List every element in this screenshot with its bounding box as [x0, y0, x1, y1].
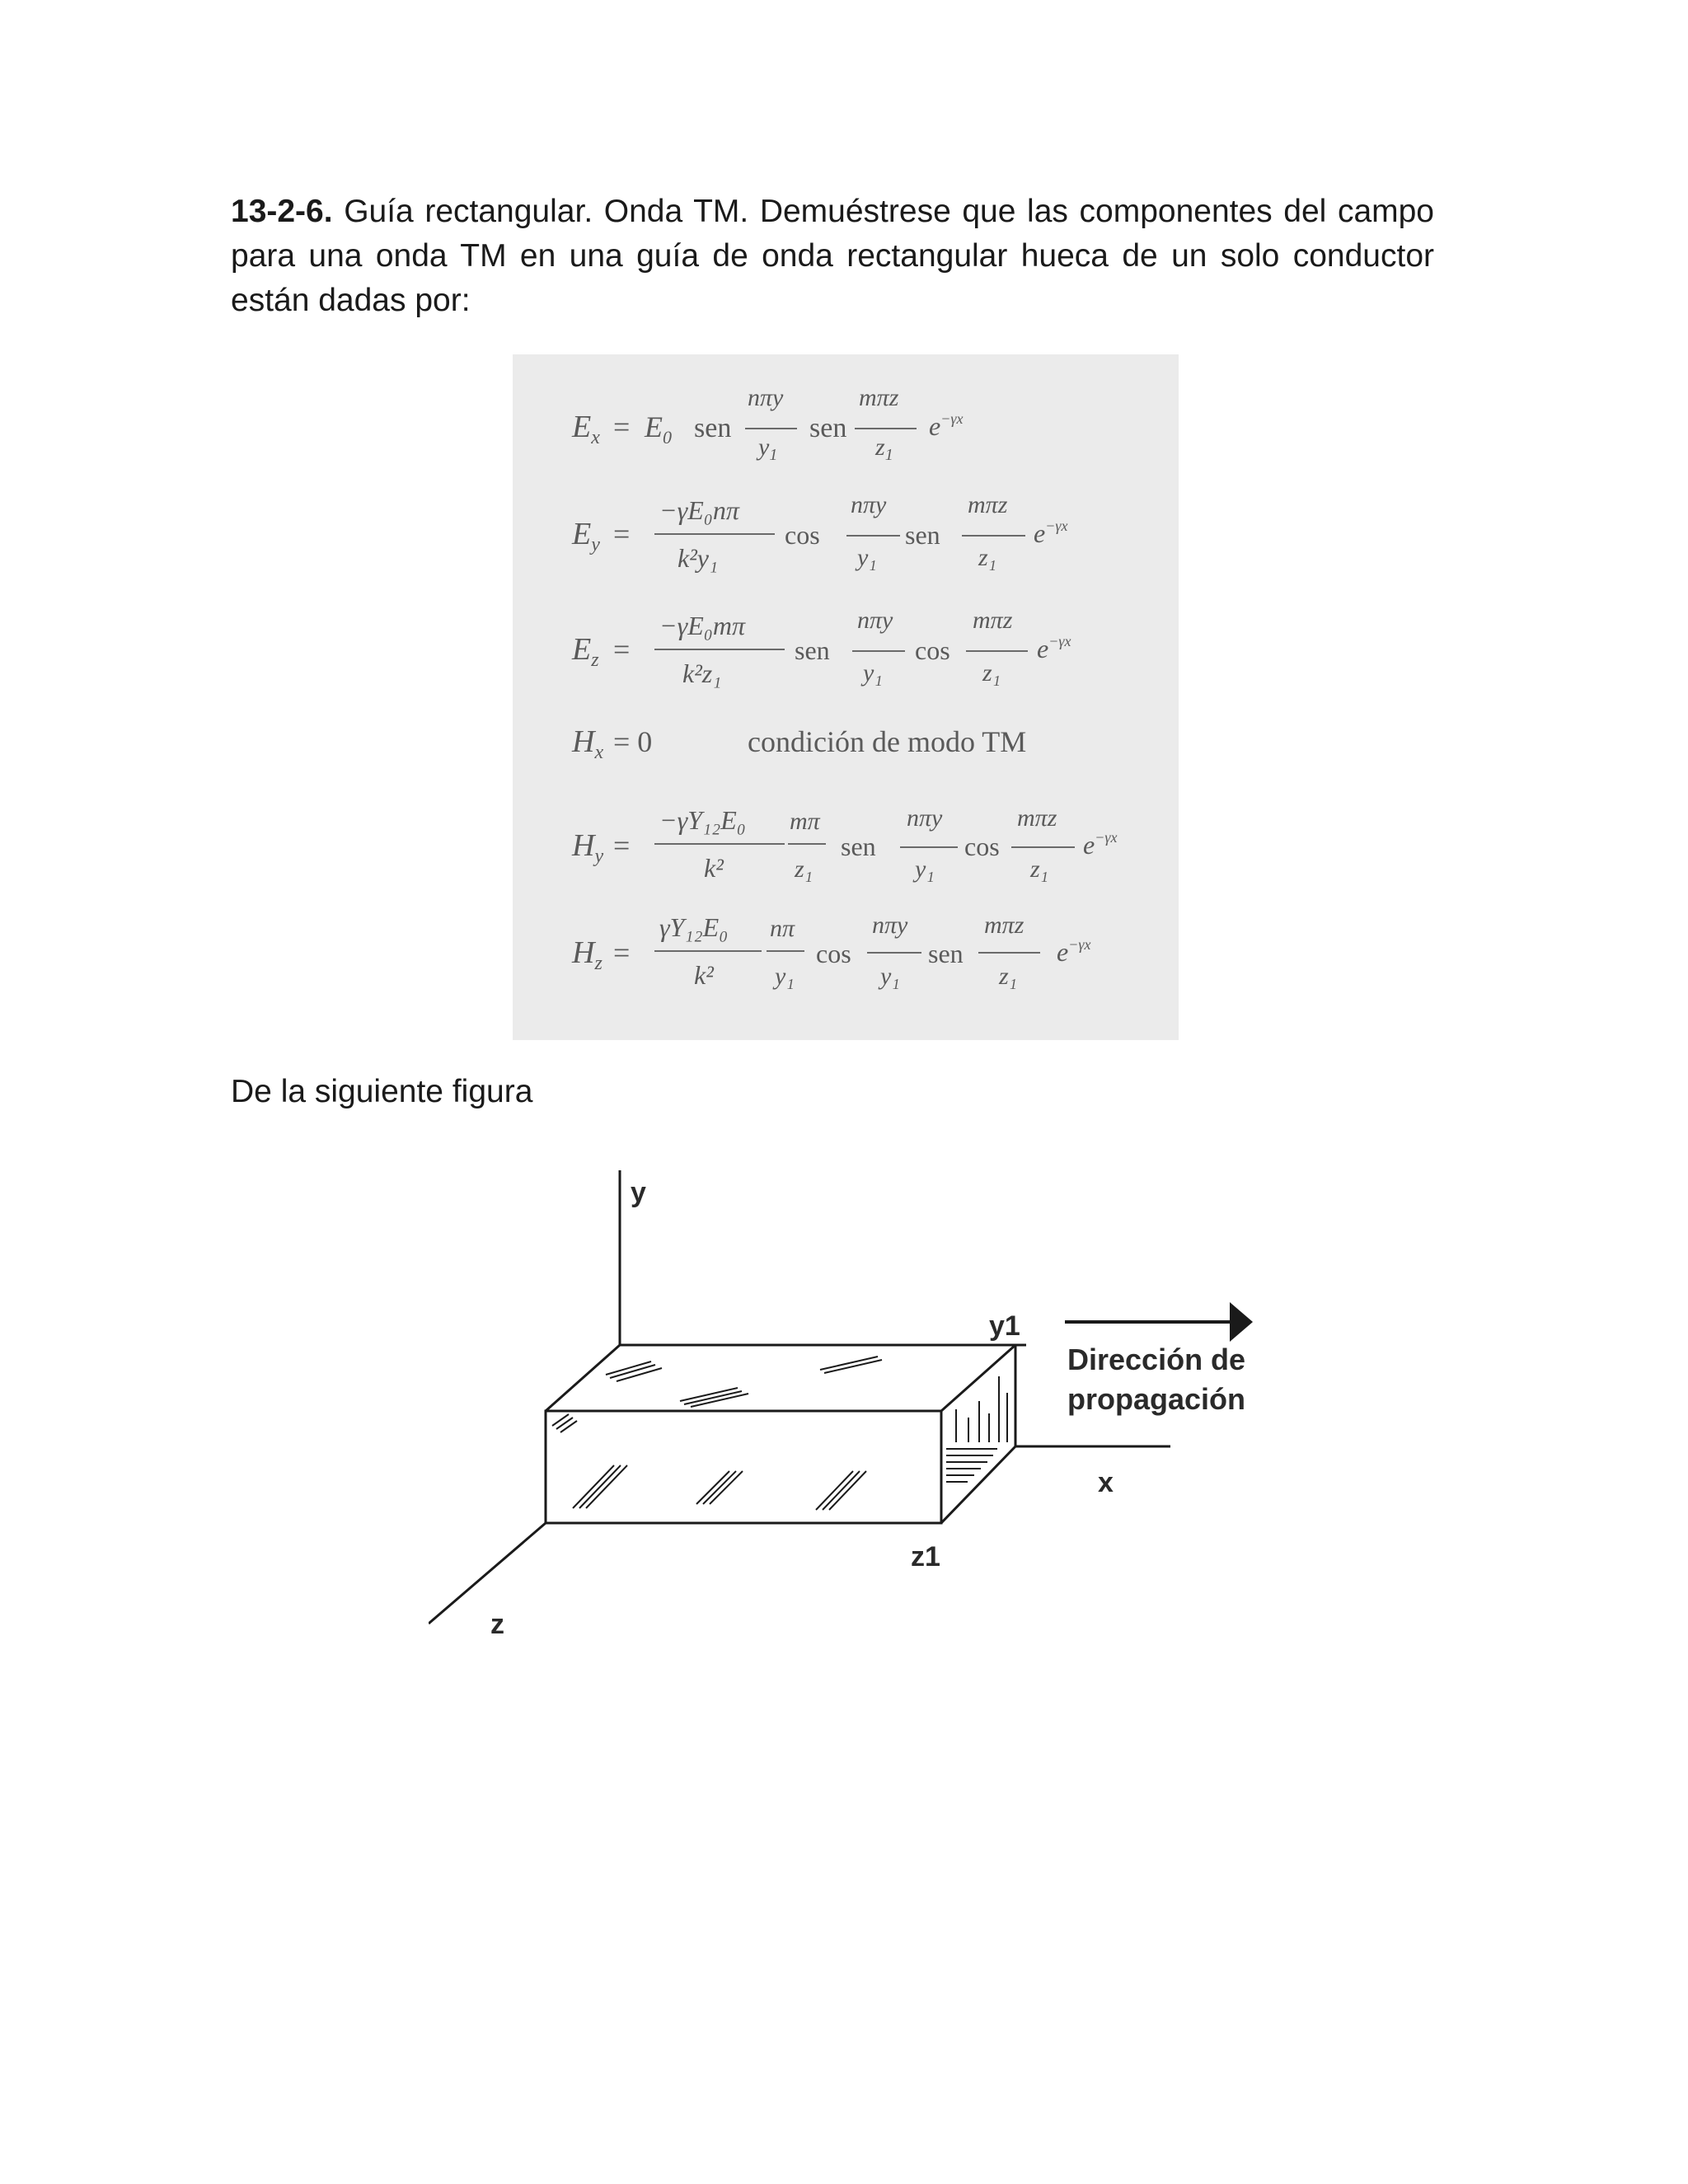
svg-text:−γE₀mπ: −γE₀mπ — [659, 611, 746, 640]
svg-text:mπz: mπz — [973, 607, 1013, 634]
svg-text:y₁: y₁ — [857, 544, 877, 571]
ex-func2: sen — [809, 413, 847, 443]
svg-text:nπy: nπy — [857, 607, 893, 634]
ex-func1: sen — [694, 413, 732, 443]
equation-hz — [571, 912, 1090, 990]
svg-text:z₁: z₁ — [978, 544, 997, 571]
svg-text:nπy: nπy — [851, 491, 887, 518]
equation-ex — [571, 384, 963, 464]
svg-text:mπz: mπz — [1017, 804, 1057, 832]
svg-text:sen: sen — [841, 832, 876, 861]
svg-text:=: = — [613, 633, 631, 666]
waveguide-figure — [429, 1154, 1286, 1665]
ex-eq: = — [613, 410, 631, 443]
label-direction-1: Dirección de — [1067, 1343, 1246, 1376]
svg-text:y₁: y₁ — [915, 855, 935, 883]
svg-text:cos: cos — [816, 939, 851, 968]
equations-svg — [513, 354, 1179, 1040]
figure-caption: De la siguiente figura — [231, 1074, 533, 1109]
svg-text:sen: sen — [928, 939, 964, 968]
waveguide-svg — [429, 1154, 1286, 1665]
svg-text:sen: sen — [905, 520, 940, 550]
svg-text:sen: sen — [795, 635, 830, 665]
svg-text:k²: k² — [694, 960, 714, 990]
svg-text:y1: $y_1$ — [758, 434, 778, 464]
hx-note: condición de modo TM — [748, 725, 1027, 758]
svg-text:e−γx: $e^{-\gamma x}$ — [929, 410, 964, 441]
svg-text:= 0: = 0 — [613, 725, 653, 758]
svg-text:Ey: $E_y$ — [572, 517, 600, 555]
ey-num: −γE₀nπ — [659, 495, 739, 525]
problem-statement — [231, 190, 1434, 323]
svg-text:cos: cos — [964, 832, 1000, 861]
equation-hy — [571, 804, 1117, 883]
equation-hx — [571, 724, 1026, 763]
equations-image — [513, 354, 1179, 1040]
svg-text:z₁: z₁ — [1030, 855, 1049, 883]
ex-num1: nπy — [748, 384, 784, 411]
label-z1: z1 — [911, 1541, 940, 1572]
svg-text:y₁: y₁ — [863, 659, 883, 687]
svg-text:k²: k² — [704, 853, 724, 883]
problem-number: 13-2-6. — [231, 194, 333, 229]
svg-text:−γY₁₂E₀: −γY₁₂E₀ — [659, 805, 746, 835]
problem-text: Guía rectangular. Onda TM. Demuéstrese que las componentes del campo para una onda TM en una guía de onda rectangular hueca de un solo conductor están dadas por: — [231, 194, 1434, 318]
svg-text:Hx: $H_x$ — [572, 724, 604, 763]
ex-num2: mπz — [859, 384, 899, 411]
svg-text:Hy: $H_y$ — [572, 828, 604, 867]
svg-text:nπy: nπy — [872, 912, 908, 939]
svg-text:z₁: z₁ — [795, 855, 814, 883]
svg-text:cos: cos — [785, 520, 820, 550]
svg-text:Ez: $E_z$ — [572, 632, 599, 671]
svg-text:Hz: $H_z$ — [572, 935, 603, 974]
ex-lhs: E — [572, 410, 592, 444]
svg-text:=: = — [613, 936, 631, 969]
label-x-axis: x — [1098, 1467, 1114, 1498]
svg-text:e−γx: $e^{-\gamma x}$ — [1057, 936, 1091, 967]
ey-den: k²y₁ — [678, 543, 719, 573]
svg-text:e−γx: $e^{-\gamma x}$ — [1083, 829, 1118, 860]
svg-text:z₁: z₁ — [999, 963, 1018, 990]
svg-text:e−γx: $e^{-\gamma x}$ — [1037, 633, 1071, 663]
svg-text:cos: cos — [915, 635, 950, 665]
svg-text:=: = — [613, 829, 631, 862]
equation-ez — [571, 607, 1071, 688]
equation-ey — [571, 491, 1067, 573]
svg-text:z1: $z_1$ — [875, 434, 893, 464]
svg-text:mπz: mπz — [968, 491, 1008, 518]
svg-text:e−γx: $e^{-\gamma x}$ — [1034, 518, 1068, 548]
box-front-face — [546, 1411, 941, 1523]
svg-text:y₁: y₁ — [775, 963, 795, 990]
svg-text:y₁: y₁ — [880, 963, 900, 990]
label-y1: y1 — [989, 1310, 1020, 1342]
svg-text:mπ: mπ — [790, 808, 820, 835]
label-z-axis: z — [490, 1609, 504, 1640]
z-axis-line — [429, 1523, 546, 1624]
svg-text:z₁: z₁ — [982, 659, 1001, 687]
svg-text:nπy: nπy — [907, 804, 943, 832]
svg-text:E0: $E_0$ — [645, 410, 672, 448]
svg-text:=: = — [613, 518, 631, 551]
label-y-axis: y — [631, 1177, 646, 1208]
svg-text:k²z₁: k²z₁ — [682, 658, 722, 688]
svg-text:nπ: nπ — [770, 915, 795, 942]
label-direction-2: propagación — [1067, 1382, 1246, 1416]
propagation-arrow-head — [1230, 1302, 1253, 1342]
svg-text:γY₁₂E₀: γY₁₂E₀ — [659, 912, 729, 942]
svg-text:mπz: mπz — [984, 912, 1025, 939]
svg-text:Ex: $E_x$ — [572, 410, 600, 448]
